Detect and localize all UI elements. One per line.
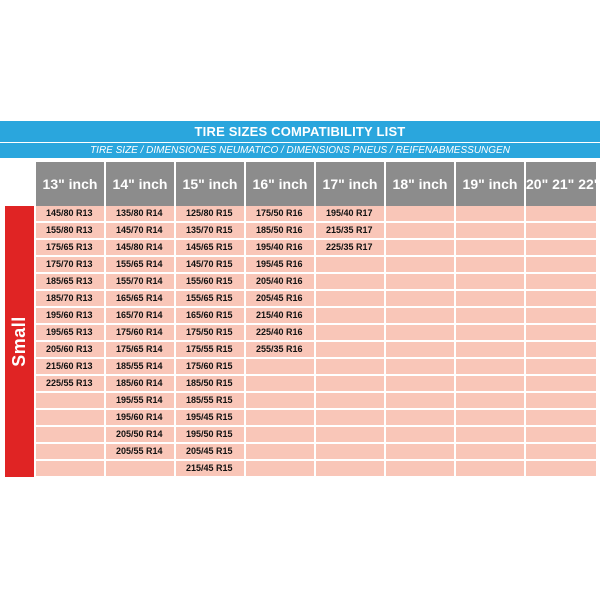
size-cell (386, 308, 454, 323)
size-cell (36, 427, 104, 442)
column-header: 14" inch (106, 162, 174, 206)
size-cell (316, 308, 384, 323)
column-header: 19" inch (456, 162, 524, 206)
size-cell (526, 410, 596, 425)
size-cell: 195/45 R15 (176, 410, 244, 425)
size-cell: 255/35 R16 (246, 342, 314, 357)
size-cell: 205/50 R14 (106, 427, 174, 442)
size-cell: 225/35 R17 (316, 240, 384, 255)
size-cell (456, 359, 524, 374)
size-cell (456, 206, 524, 221)
table-title: TIRE SIZES COMPATIBILITY LIST (0, 121, 600, 142)
size-cell (526, 257, 596, 272)
size-cell: 145/80 R14 (106, 240, 174, 255)
size-cell (386, 325, 454, 340)
size-cell (36, 410, 104, 425)
column-header-row (36, 162, 600, 206)
size-cell (246, 359, 314, 374)
size-column (456, 206, 524, 478)
size-cell (316, 257, 384, 272)
size-cell (456, 308, 524, 323)
size-cell (526, 223, 596, 238)
size-cell: 175/60 R15 (176, 359, 244, 374)
size-cell: 165/70 R14 (106, 308, 174, 323)
column-header: 15" inch (176, 162, 244, 206)
size-column (176, 206, 244, 478)
size-cell (526, 427, 596, 442)
size-cell: 185/60 R14 (106, 376, 174, 391)
size-cell: 195/60 R13 (36, 308, 104, 323)
size-cell (456, 274, 524, 289)
column-header: 16" inch (246, 162, 314, 206)
size-cell: 195/40 R17 (316, 206, 384, 221)
size-cell (36, 461, 104, 476)
size-cell (526, 376, 596, 391)
size-cell (526, 325, 596, 340)
size-cell (386, 444, 454, 459)
size-cell (456, 427, 524, 442)
size-cell (386, 223, 454, 238)
size-cell: 215/60 R13 (36, 359, 104, 374)
size-cell: 215/45 R15 (176, 461, 244, 476)
size-cell (386, 410, 454, 425)
size-cell (246, 393, 314, 408)
size-cell (246, 376, 314, 391)
tire-size-grid (36, 206, 600, 478)
size-cell (316, 291, 384, 306)
size-cell (526, 274, 596, 289)
size-column (36, 206, 104, 478)
size-cell (456, 223, 524, 238)
size-cell: 125/80 R15 (176, 206, 244, 221)
size-cell (386, 359, 454, 374)
size-cell (386, 427, 454, 442)
size-cell: 145/80 R13 (36, 206, 104, 221)
size-cell (386, 393, 454, 408)
size-cell (526, 359, 596, 374)
size-cell: 185/70 R13 (36, 291, 104, 306)
size-cell: 185/55 R15 (176, 393, 244, 408)
size-cell: 155/65 R15 (176, 291, 244, 306)
size-cell (456, 376, 524, 391)
size-cell (246, 461, 314, 476)
size-cell: 155/70 R14 (106, 274, 174, 289)
size-cell (526, 240, 596, 255)
size-cell: 175/50 R16 (246, 206, 314, 221)
size-cell: 185/50 R16 (246, 223, 314, 238)
size-cell (316, 376, 384, 391)
size-cell (526, 461, 596, 476)
table-subtitle: TIRE SIZE / DIMENSIONES NEUMATICO / DIMENSIONS PNEUS / REIFENABMESSUNGEN (0, 143, 600, 158)
size-cell: 215/40 R16 (246, 308, 314, 323)
size-cell (36, 393, 104, 408)
size-cell (386, 206, 454, 221)
size-cell: 175/65 R13 (36, 240, 104, 255)
size-cell (456, 325, 524, 340)
size-cell: 185/50 R15 (176, 376, 244, 391)
size-cell: 195/65 R13 (36, 325, 104, 340)
category-label (5, 206, 34, 477)
size-cell: 205/45 R16 (246, 291, 314, 306)
size-column (106, 206, 174, 478)
size-cell (316, 410, 384, 425)
size-cell (456, 240, 524, 255)
size-cell (316, 342, 384, 357)
size-cell (526, 291, 596, 306)
size-cell: 175/60 R14 (106, 325, 174, 340)
size-cell: 175/65 R14 (106, 342, 174, 357)
size-cell: 205/60 R13 (36, 342, 104, 357)
size-cell (386, 461, 454, 476)
size-cell: 135/80 R14 (106, 206, 174, 221)
size-cell: 145/70 R14 (106, 223, 174, 238)
size-cell: 165/60 R15 (176, 308, 244, 323)
size-cell: 205/40 R16 (246, 274, 314, 289)
size-column (526, 206, 596, 478)
size-cell (246, 410, 314, 425)
size-cell (456, 461, 524, 476)
size-cell: 165/65 R14 (106, 291, 174, 306)
size-cell: 195/50 R15 (176, 427, 244, 442)
size-cell (316, 274, 384, 289)
size-cell (456, 257, 524, 272)
size-cell (246, 444, 314, 459)
category-label-text: Small (9, 316, 29, 367)
size-cell (526, 393, 596, 408)
size-cell: 175/70 R13 (36, 257, 104, 272)
size-cell: 195/40 R16 (246, 240, 314, 255)
size-cell (526, 206, 596, 221)
size-cell: 185/65 R13 (36, 274, 104, 289)
size-cell (456, 410, 524, 425)
size-cell (386, 274, 454, 289)
size-column (246, 206, 314, 478)
size-cell: 195/60 R14 (106, 410, 174, 425)
size-cell: 205/55 R14 (106, 444, 174, 459)
size-cell (316, 325, 384, 340)
column-header: 13" inch (36, 162, 104, 206)
size-cell (316, 461, 384, 476)
size-cell: 185/55 R14 (106, 359, 174, 374)
size-cell (386, 291, 454, 306)
size-cell: 155/60 R15 (176, 274, 244, 289)
size-cell (526, 444, 596, 459)
size-cell (456, 291, 524, 306)
size-cell (526, 308, 596, 323)
size-cell (386, 257, 454, 272)
size-cell (246, 427, 314, 442)
size-cell: 145/70 R15 (176, 257, 244, 272)
size-cell: 135/70 R15 (176, 223, 244, 238)
size-cell: 225/55 R13 (36, 376, 104, 391)
size-cell: 195/55 R14 (106, 393, 174, 408)
size-cell: 215/35 R17 (316, 223, 384, 238)
size-column (316, 206, 384, 478)
size-cell (386, 240, 454, 255)
size-cell (316, 444, 384, 459)
size-cell (316, 427, 384, 442)
size-cell (526, 342, 596, 357)
size-cell: 145/65 R15 (176, 240, 244, 255)
size-cell: 175/55 R15 (176, 342, 244, 357)
size-cell: 195/45 R16 (246, 257, 314, 272)
size-cell: 175/50 R15 (176, 325, 244, 340)
size-column (386, 206, 454, 478)
size-cell: 155/80 R13 (36, 223, 104, 238)
size-cell (456, 342, 524, 357)
size-cell (456, 444, 524, 459)
size-cell (316, 393, 384, 408)
size-cell: 205/45 R15 (176, 444, 244, 459)
size-cell (456, 393, 524, 408)
column-header: 18" inch (386, 162, 454, 206)
size-cell: 155/65 R14 (106, 257, 174, 272)
column-header: 17" inch (316, 162, 384, 206)
size-cell (386, 342, 454, 357)
size-cell: 225/40 R16 (246, 325, 314, 340)
column-header: 20" 21" 22" (526, 162, 596, 206)
size-cell (36, 444, 104, 459)
size-cell (316, 359, 384, 374)
size-cell (386, 376, 454, 391)
size-cell (106, 461, 174, 476)
